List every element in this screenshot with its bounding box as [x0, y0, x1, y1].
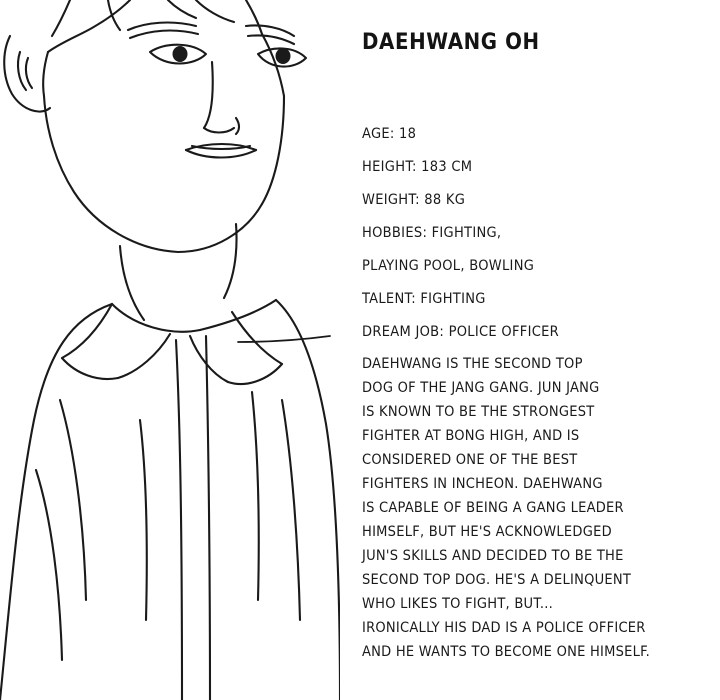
stat-line: HEIGHT: 183 CM [362, 159, 473, 175]
bio-line: WHO LIKES TO FIGHT, BUT... [362, 596, 554, 612]
character-portrait-illustration [0, 0, 340, 700]
character-name: DAEHWANG OH [362, 30, 540, 55]
bio-line: IS CAPABLE OF BEING A GANG LEADER [362, 500, 624, 516]
stat-line: TALENT: FIGHTING [362, 291, 486, 307]
bio-line: SECOND TOP DOG. HE'S A DELINQUENT [362, 572, 632, 588]
character-bio-text [362, 352, 702, 664]
bio-line: DOG OF THE JANG GANG. JUN JANG [362, 380, 600, 396]
bio-line: AND HE WANTS TO BECOME ONE HIMSELF. [362, 644, 650, 660]
stat-line: HOBBIES: FIGHTING, [362, 225, 502, 241]
portrait-line-art [0, 0, 340, 700]
bio-line: HIMSELF, BUT HE'S ACKNOWLEDGED [362, 524, 612, 540]
bio-line: IS KNOWN TO BE THE STRONGEST [362, 404, 595, 420]
bio-line: DAEHWANG IS THE SECOND TOP [362, 356, 583, 372]
bio-line: FIGHTERS IN INCHEON. DAEHWANG [362, 476, 603, 492]
character-stats-list [362, 118, 692, 349]
stat-line: DREAM JOB: POLICE OFFICER [362, 324, 560, 340]
stat-line: WEIGHT: 88 KG [362, 192, 466, 208]
character-info-panel [362, 0, 712, 700]
bio-line: CONSIDERED ONE OF THE BEST [362, 452, 578, 468]
bio-line: IRONICALLY HIS DAD IS A POLICE OFFICER [362, 620, 646, 636]
bio-line: JUN'S SKILLS AND DECIDED TO BE THE [362, 548, 624, 564]
bio-line: FIGHTER AT BONG HIGH, AND IS [362, 428, 580, 444]
stat-line: AGE: 18 [362, 126, 417, 142]
stat-line: PLAYING POOL, BOWLING [362, 258, 535, 274]
